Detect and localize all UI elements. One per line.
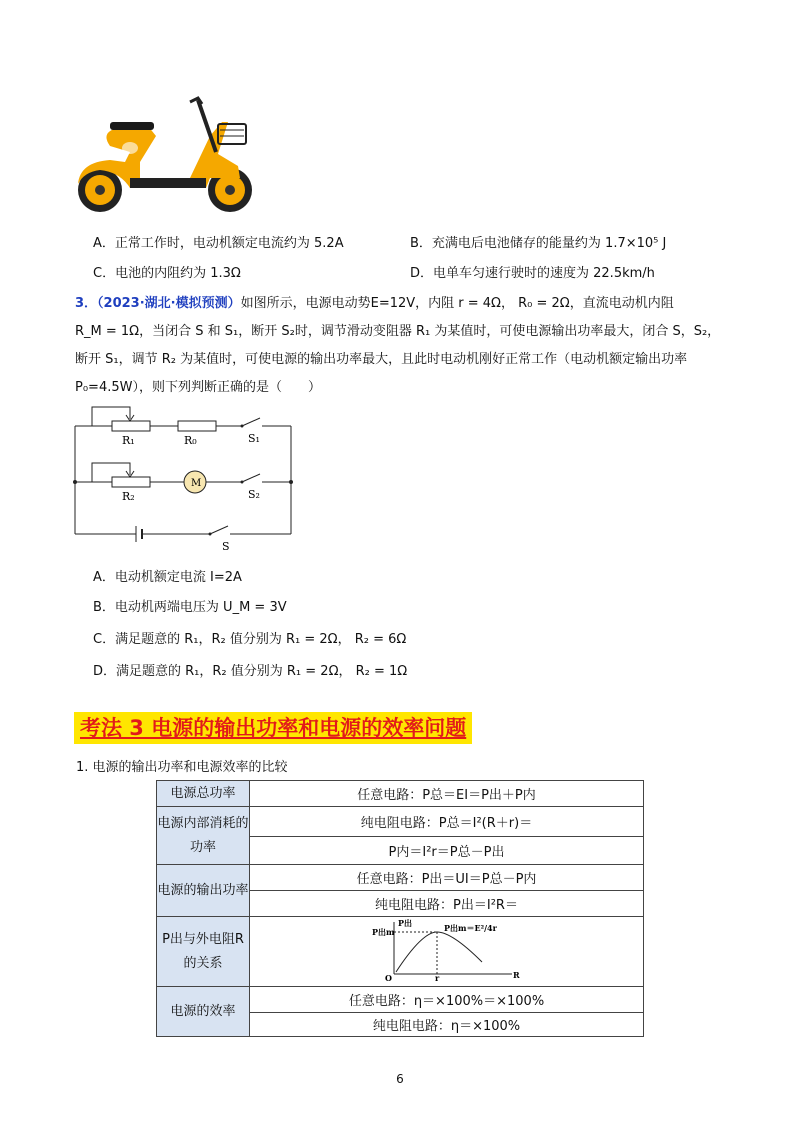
- row-label-total-power: 电源总功率: [157, 781, 250, 807]
- graph-peak-label: P出m＝E²/4r: [443, 922, 497, 933]
- q3-option-b: B．电动机两端电压为 U_M = 3V: [93, 600, 287, 615]
- graph-pm-label: P出m: [371, 926, 394, 937]
- label-s1: S₁: [248, 432, 260, 445]
- q3-option-d: D．满足题意的 R₁，R₂ 值分别为 R₁ = 2Ω， R₂ = 1Ω: [93, 664, 408, 679]
- q3-option-c: C．满足题意的 R₁，R₂ 值分别为 R₁ = 2Ω， R₂ = 6Ω: [93, 632, 407, 647]
- power-comparison-table: [156, 780, 644, 1037]
- row-label-output-power: 电源的输出功率: [157, 865, 250, 917]
- row-label-internal-power: 电源内部消耗的功率: [157, 807, 250, 865]
- electric-scooter-image: [70, 92, 260, 220]
- graph-origin: O: [384, 972, 392, 982]
- graph-x-label: R: [512, 969, 520, 980]
- question-source: （2023·湖北·模拟预测）: [97, 296, 241, 311]
- q2-option-d: D．电单车匀速行驶时的速度为 22.5km/h: [410, 266, 655, 281]
- formula-efficiency-1: 任意电路：η＝×100%＝×100%: [250, 987, 644, 1013]
- row-label-efficiency: 电源的效率: [157, 987, 250, 1037]
- label-r1: R₁: [122, 434, 135, 447]
- question-number: 3．: [75, 296, 98, 311]
- graph-y-label: P出: [397, 917, 412, 928]
- question-line-1: 如图所示，电源电动势E=12V，内阻 r = 4Ω， R₀ = 2Ω，直流电动机内阻: [240, 296, 674, 311]
- motor-symbol: M: [191, 478, 202, 489]
- page-number: 6: [396, 1072, 404, 1086]
- formula-output-2: 纯电阻电路：P出＝I²R＝: [250, 891, 644, 917]
- section-heading: 考法 3 电源的输出功率和电源的效率问题: [74, 712, 472, 744]
- label-s2: S₂: [248, 488, 260, 501]
- output-power-curve: [372, 918, 522, 982]
- question-line-3: 断开 S₁，调节 R₂ 为某值时，可使电源的输出功率最大，且此时电动机刚好正常工作（电动机额定输出功率: [75, 352, 688, 367]
- q2-option-a: A．正常工作时，电动机额定电流约为 5.2A: [93, 236, 344, 251]
- formula-internal-2: P内＝I²r＝P总－P出: [250, 837, 644, 865]
- section-intro: 1. 电源的输出功率和电源效率的比较: [76, 760, 288, 775]
- formula-output-1: 任意电路：P出＝UI＝P总－P内: [250, 865, 644, 891]
- q2-option-c: C．电池的内阻约为 1.3Ω: [93, 266, 241, 281]
- question-line-2: R_M = 1Ω，当闭合 S 和 S₁，断开 S₂时，调节滑动变阻器 R₁ 为某值时，可使电源输出功率最大，闭合 S，S₂，: [75, 324, 721, 339]
- power-curve-cell: [250, 917, 644, 987]
- formula-total-power: 任意电路：P总＝EI＝P出＋P内: [250, 781, 644, 807]
- label-r0: R₀: [184, 434, 197, 447]
- q3-option-a: A．电动机额定电流 I=2A: [93, 570, 242, 585]
- circuit-diagram: [70, 404, 300, 554]
- question-3: [75, 290, 735, 402]
- q2-option-b: B．充满电后电池储存的能量约为 1.7×10⁵ J: [410, 236, 667, 251]
- formula-internal-1: 纯电阻电路：P总＝I²(R＋r)＝: [250, 807, 644, 837]
- label-s: S: [222, 540, 230, 553]
- label-r2: R₂: [122, 490, 135, 503]
- graph-r-label: r: [434, 972, 439, 982]
- row-label-relation: P出与外电阻R的关系: [157, 917, 250, 987]
- question-line-4: P₀=4.5W），则下列判断正确的是（ ）: [75, 380, 321, 395]
- formula-efficiency-2: 纯电阻电路：η＝×100%: [250, 1013, 644, 1037]
